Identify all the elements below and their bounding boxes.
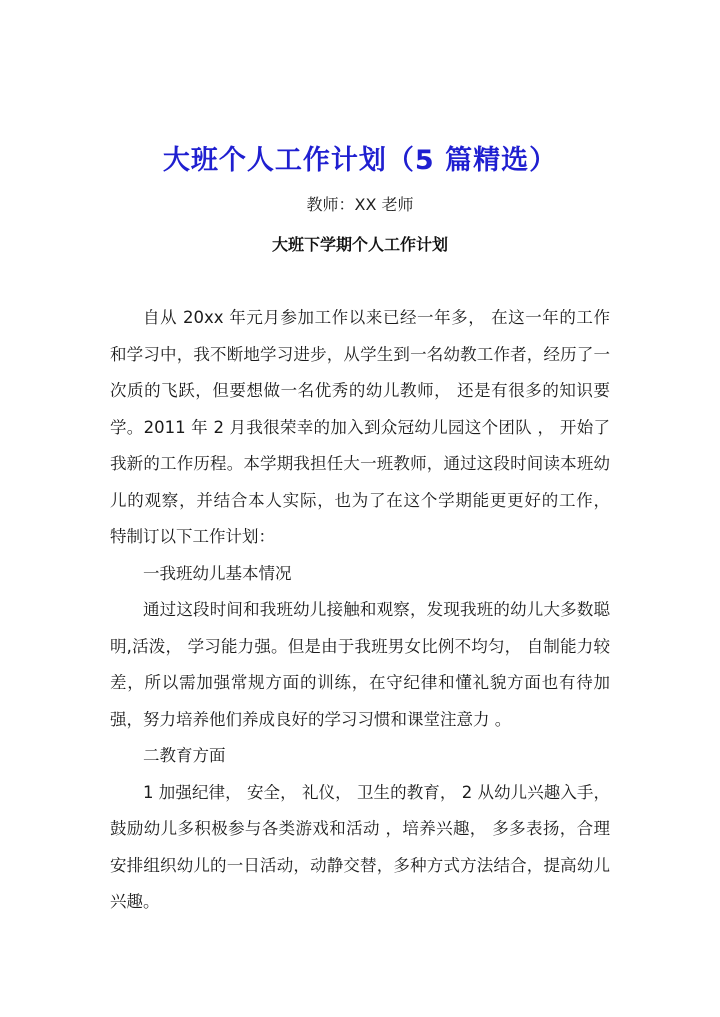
document-title: 大班个人工作计划（5 篇精选） — [162, 145, 558, 176]
section-subtitle: 大班下学期个人工作计划 — [271, 235, 448, 254]
paragraph-intro: 自从 20xx 年元月参加工作以来已经一年多， 在这一年的工作和学习中，我不断地学习进步，从学生到一名幼教工作者，经历了一次质的飞跃，但要想做一名优秀的幼儿教师， 还是有很多的知识要学。2011 年 2 月我很荣幸的加入到众冠幼儿园这个团队 ， 开始了我新的工作历程。本学期我担任大一班教师，通过这段时间读本班幼儿的观察，并结合本人实际，也为了在这个学期能更更好的工作， 特制订以下工作计划： — [110, 308, 610, 546]
author-line: 教师：XX 老师 — [306, 195, 414, 214]
paragraph-basic-situation: 通过这段时间和我班幼儿接触和观察，发现我班的幼儿大多数聪明,活泼， 学习能力强。但是由于我班男女比例不均匀， 自制能力较差，所以需加强常规方面的训练，在守纪律和懂礼貌方面也有待加强，努力培养他们养成良好的学习习惯和课堂注意力 。 — [110, 600, 610, 729]
document-body — [110, 300, 610, 921]
heading-education: 二教育方面 — [143, 746, 226, 765]
paragraph-education: 1 加强纪律， 安全， 礼仪， 卫生的教育， 2 从幼儿兴趣入手， 鼓励幼儿多积极参与各类游戏和活动 ，培养兴趣， 多多表扬，合理安排组织幼儿的一日活动，动静交替，多种方式方法结合，提高幼儿兴趣。 — [110, 782, 610, 911]
heading-basic-situation: 一我班幼儿基本情况 — [143, 563, 292, 583]
